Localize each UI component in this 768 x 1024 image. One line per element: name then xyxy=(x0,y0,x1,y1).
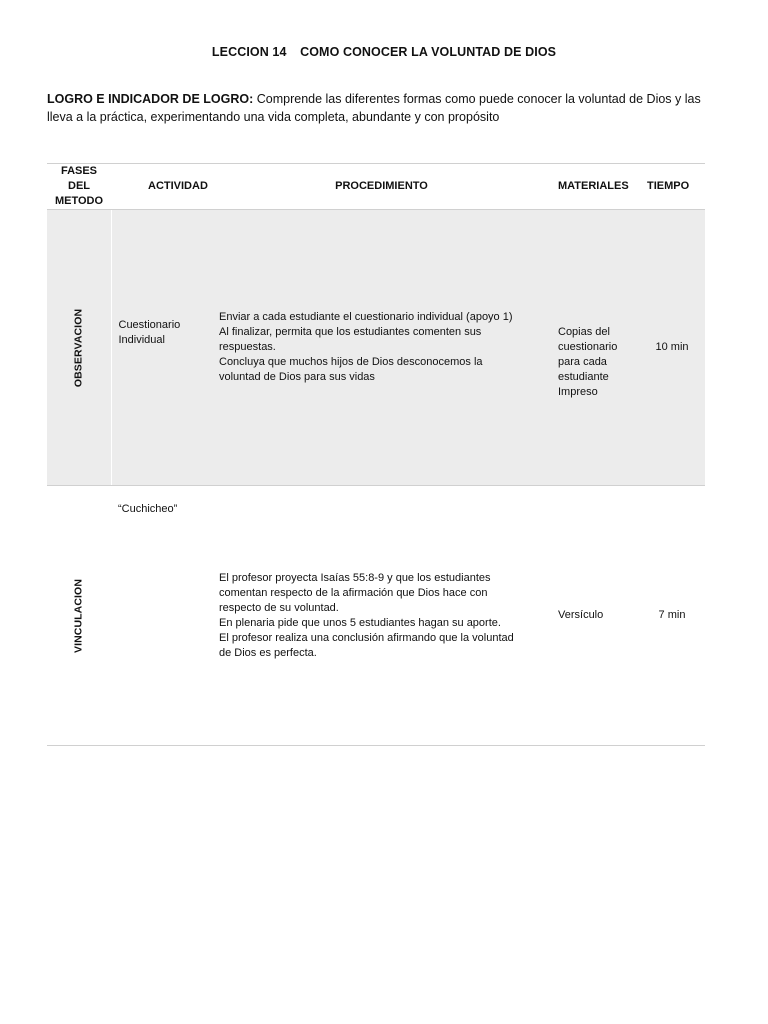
lesson-plan-table xyxy=(47,163,705,746)
materials-line: para cada xyxy=(558,356,607,368)
phase-label: OBSERVACION xyxy=(72,308,85,387)
header-actividad: ACTIVIDAD xyxy=(111,164,212,210)
procedure-line: comentan respecto de la afirmación que Dios hace con xyxy=(219,586,488,599)
procedure-line: voluntad de Dios para sus vidas xyxy=(219,371,375,383)
header-fases-line: METODO xyxy=(54,195,104,207)
procedure-line: En plenaria pide que unos 5 estudiantes hagan su aporte. xyxy=(219,616,501,629)
materials-cell xyxy=(551,210,639,486)
header-procedimiento: PROCEDIMIENTO xyxy=(212,164,551,210)
phase-cell-vinculacion xyxy=(47,486,111,746)
header-tiempo: TIEMPO xyxy=(639,164,705,210)
procedure-line: El profesor realiza una conclusión afirmando que la voluntad xyxy=(219,631,514,644)
header-fases-line: FASES xyxy=(60,165,98,177)
table-row xyxy=(47,486,705,746)
materials-line: estudiante xyxy=(558,371,609,383)
header-fases-line: DEL xyxy=(68,180,90,192)
procedure-line: respecto de su voluntad. xyxy=(219,601,339,614)
procedure-line: respuestas. xyxy=(219,341,276,353)
table-header-row xyxy=(47,164,705,210)
spacer xyxy=(558,295,639,310)
procedure-cell xyxy=(212,210,551,486)
table-row xyxy=(47,210,705,486)
lesson-title xyxy=(0,45,768,59)
procedure-line: Al finalizar, permita que los estudiantes comenten sus xyxy=(219,326,482,338)
materials-cell xyxy=(551,486,639,746)
header-fases xyxy=(47,164,111,210)
spacer xyxy=(558,310,639,325)
activity-line: Individual xyxy=(118,333,165,346)
procedure-line: Enviar a cada estudiante el cuestionario individual (apoyo 1) xyxy=(219,311,513,323)
achievement-text: Comprende las diferentes formas como puede conocer la voluntad de Dios y las lleva a la práctica, experimentando una vida completa, abundante y con propósito xyxy=(47,92,701,124)
activity-line: Cuestionario xyxy=(118,318,181,331)
materials-line: cuestionario xyxy=(558,341,618,353)
header-materiales: MATERIALES xyxy=(551,164,639,210)
time-cell: 10 min xyxy=(639,210,705,486)
procedure-line: de Dios es perfecta. xyxy=(219,646,317,659)
time-cell: 7 min xyxy=(639,486,705,746)
materials-line: Copias del xyxy=(558,326,610,338)
activity-line: “Cuchicheo” xyxy=(118,503,178,515)
achievement-label: LOGRO E INDICADOR DE LOGRO: xyxy=(47,92,254,106)
spacer xyxy=(119,348,213,363)
materials-line: Impreso xyxy=(558,386,598,398)
procedure-line: El profesor proyecta Isaías 55:8-9 y que los estudiantes xyxy=(219,571,491,584)
spacer xyxy=(119,363,213,378)
materials-line: Versículo xyxy=(558,609,604,621)
procedure-line: Concluya que muchos hijos de Dios desconocemos la xyxy=(219,356,483,368)
activity-cell xyxy=(111,210,212,486)
phase-cell-observacion xyxy=(47,210,111,486)
activity-cell xyxy=(111,486,212,746)
lesson-title-text: COMO CONOCER LA VOLUNTAD DE DIOS xyxy=(300,45,557,59)
procedure-cell xyxy=(212,486,551,746)
achievement-paragraph xyxy=(47,90,727,126)
phase-label: VINCULACION xyxy=(72,578,85,653)
lesson-number: LECCION 14 xyxy=(211,45,287,59)
